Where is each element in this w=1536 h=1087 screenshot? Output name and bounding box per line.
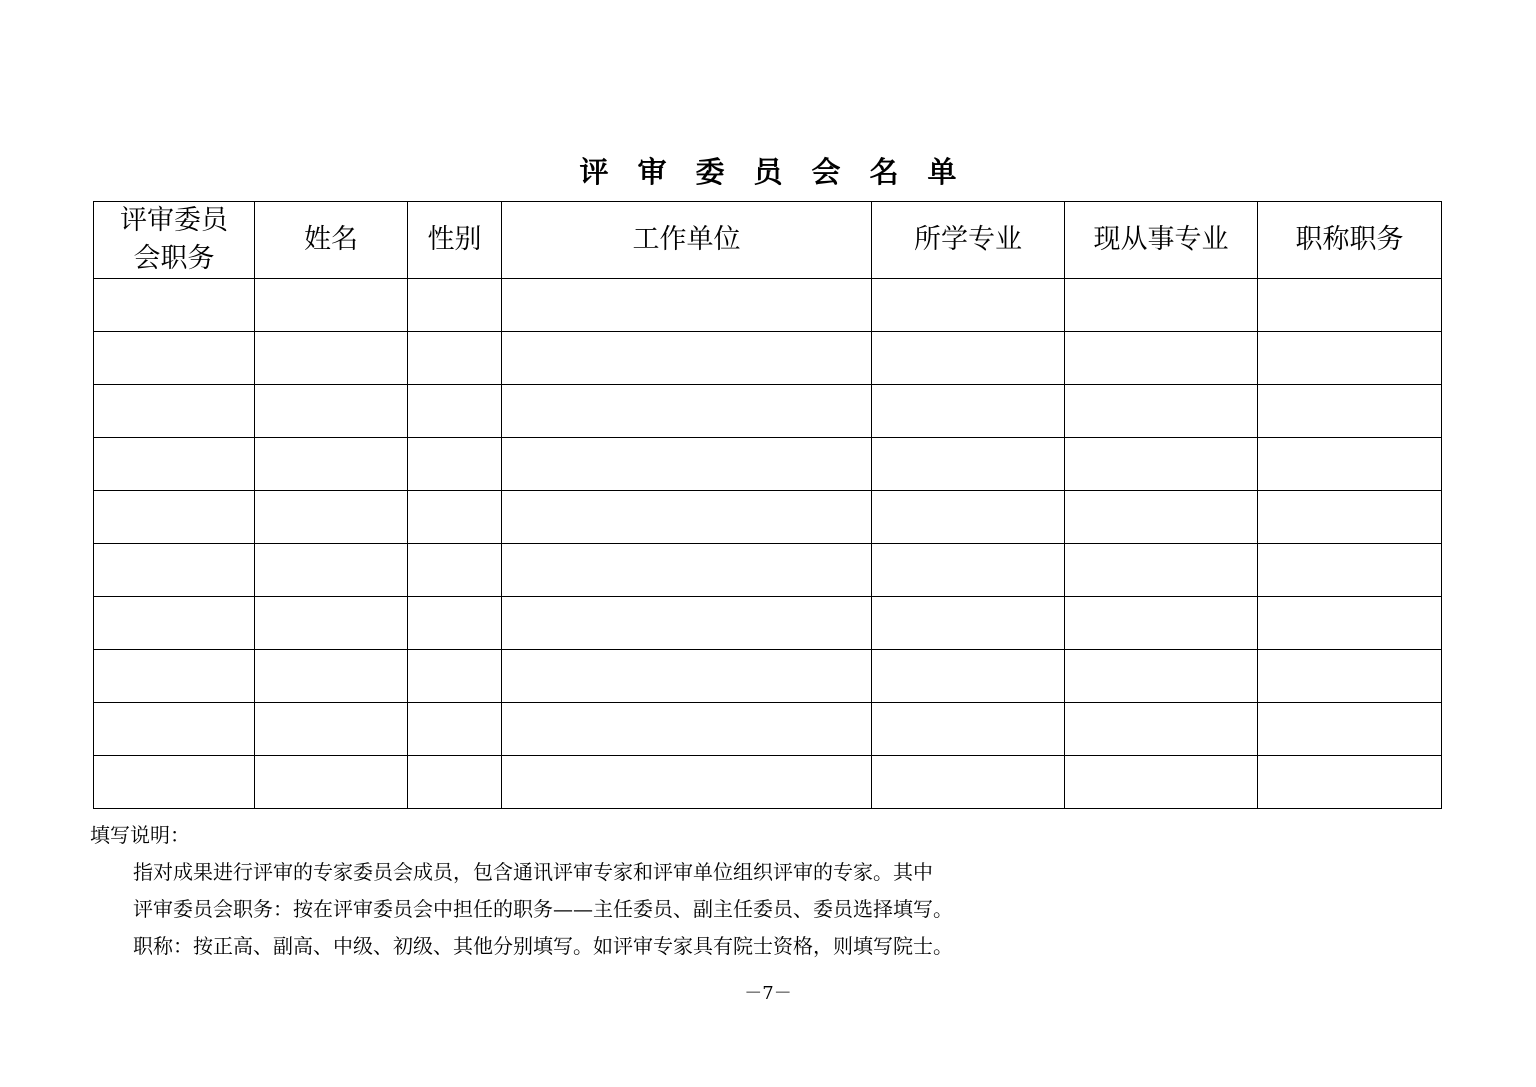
table-cell bbox=[255, 650, 408, 703]
table-cell bbox=[1258, 544, 1442, 597]
table-cell bbox=[1258, 279, 1442, 332]
table-cell bbox=[94, 332, 255, 385]
table-cell bbox=[255, 597, 408, 650]
table-cell bbox=[94, 385, 255, 438]
column-header-current-field: 现从事专业 bbox=[1065, 202, 1258, 279]
table-row bbox=[94, 650, 1442, 703]
column-header-workplace: 工作单位 bbox=[502, 202, 872, 279]
table-cell bbox=[502, 279, 872, 332]
table-cell bbox=[502, 332, 872, 385]
table-cell bbox=[502, 650, 872, 703]
table-cell bbox=[94, 491, 255, 544]
table-cell bbox=[255, 279, 408, 332]
table-cell bbox=[502, 756, 872, 809]
table-cell bbox=[94, 756, 255, 809]
table-cell bbox=[872, 385, 1065, 438]
table-cell bbox=[872, 650, 1065, 703]
table-row bbox=[94, 544, 1442, 597]
table-row bbox=[94, 703, 1442, 756]
table-cell bbox=[1065, 650, 1258, 703]
table-cell bbox=[255, 756, 408, 809]
table-cell bbox=[1065, 491, 1258, 544]
instruction-line: 指对成果进行评审的专家委员会成员，包含通讯评审专家和评审单位组织评审的专家。其中 bbox=[133, 860, 933, 884]
table-row bbox=[94, 597, 1442, 650]
table-cell bbox=[1258, 650, 1442, 703]
table-cell bbox=[408, 756, 502, 809]
table-cell bbox=[1065, 385, 1258, 438]
table-cell bbox=[1065, 756, 1258, 809]
table-cell bbox=[94, 438, 255, 491]
table-cell bbox=[94, 597, 255, 650]
table-cell bbox=[872, 438, 1065, 491]
fill-instructions bbox=[90, 817, 953, 965]
table-cell bbox=[872, 491, 1065, 544]
table-cell bbox=[502, 385, 872, 438]
table-cell bbox=[502, 491, 872, 544]
table-cell bbox=[94, 544, 255, 597]
table-row bbox=[94, 756, 1442, 809]
table-cell bbox=[872, 597, 1065, 650]
table-cell bbox=[408, 332, 502, 385]
table-row bbox=[94, 438, 1442, 491]
table-cell bbox=[1065, 438, 1258, 491]
table-cell bbox=[1258, 332, 1442, 385]
instruction-line: 评审委员会职务：按在评审委员会中担任的职务——主任委员、副主任委员、委员选择填写。 bbox=[133, 897, 953, 921]
table-cell bbox=[502, 544, 872, 597]
column-header-label: 评审委员会职务 bbox=[120, 205, 228, 274]
table-cell bbox=[1065, 544, 1258, 597]
table-cell bbox=[408, 279, 502, 332]
table-cell bbox=[408, 491, 502, 544]
table-cell bbox=[255, 703, 408, 756]
table-cell bbox=[872, 332, 1065, 385]
table-cell bbox=[872, 544, 1065, 597]
table-cell bbox=[1258, 703, 1442, 756]
table-cell bbox=[1065, 279, 1258, 332]
table-cell bbox=[502, 438, 872, 491]
table-cell bbox=[1258, 438, 1442, 491]
table-cell bbox=[94, 703, 255, 756]
table-header-row bbox=[94, 202, 1442, 279]
table-cell bbox=[502, 703, 872, 756]
table-cell bbox=[94, 279, 255, 332]
page-number: －7－ bbox=[744, 983, 792, 1004]
table-cell bbox=[1258, 491, 1442, 544]
column-header-gender: 性别 bbox=[408, 202, 502, 279]
table-cell bbox=[872, 279, 1065, 332]
page-title: 评审委员会名单 bbox=[579, 155, 986, 189]
table-body bbox=[94, 279, 1442, 809]
table-cell bbox=[408, 597, 502, 650]
table-cell bbox=[1258, 385, 1442, 438]
table-cell bbox=[255, 491, 408, 544]
table-cell bbox=[408, 650, 502, 703]
table-row bbox=[94, 332, 1442, 385]
column-header-major-studied: 所学专业 bbox=[872, 202, 1065, 279]
table-row bbox=[94, 491, 1442, 544]
table-row bbox=[94, 279, 1442, 332]
table-cell bbox=[1065, 332, 1258, 385]
instructions-heading: 填写说明： bbox=[90, 823, 190, 847]
committee-roster-table bbox=[93, 201, 1442, 809]
table-cell bbox=[408, 544, 502, 597]
table-cell bbox=[408, 703, 502, 756]
column-header-name: 姓名 bbox=[255, 202, 408, 279]
table-cell bbox=[1065, 703, 1258, 756]
table-row bbox=[94, 385, 1442, 438]
table-cell bbox=[408, 385, 502, 438]
table-cell bbox=[872, 703, 1065, 756]
table-cell bbox=[255, 332, 408, 385]
table-cell bbox=[255, 438, 408, 491]
table-cell bbox=[255, 544, 408, 597]
table-cell bbox=[1258, 597, 1442, 650]
table-cell bbox=[502, 597, 872, 650]
column-header-title-position: 职称职务 bbox=[1258, 202, 1442, 279]
table-cell bbox=[872, 756, 1065, 809]
table-cell bbox=[255, 385, 408, 438]
table-cell bbox=[1065, 597, 1258, 650]
table-cell bbox=[408, 438, 502, 491]
column-header-committee-role bbox=[94, 202, 255, 279]
instruction-line: 职称：按正高、副高、中级、初级、其他分别填写。如评审专家具有院士资格，则填写院士。 bbox=[133, 934, 953, 958]
table-cell bbox=[1258, 756, 1442, 809]
table-cell bbox=[94, 650, 255, 703]
